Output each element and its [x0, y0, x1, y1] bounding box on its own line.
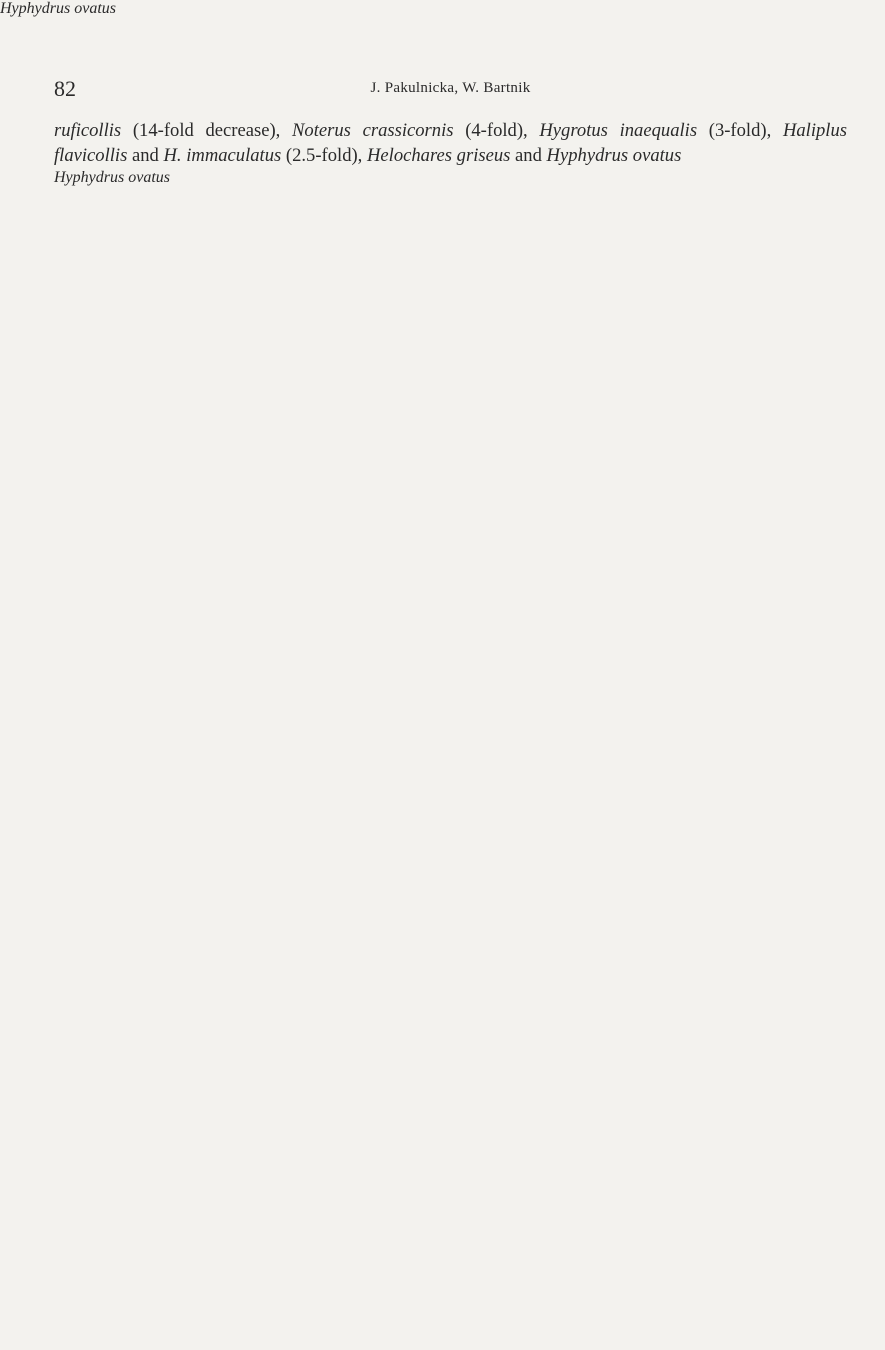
- running-head: J. Pakulnicka, W. Bartnik: [370, 80, 531, 96]
- paragraph-continuation: ruficollis (14-fold decrease), Noterus crassicornis (4-fold), Hygrotus inaequalis (3-fold), Haliplus flavicollis and H. immaculatus (2.5-fold), Helochares griseus and Hyphydrus ovatus: [54, 120, 847, 167]
- page-header: [54, 70, 847, 104]
- page: 82 J. Pakulnicka, W. Bartnik ruficollis (14-fold decrease), Noterus crassicornis (4-fold), Hygrotus inaequalis (3-fold), Haliplus flavicollis and H. immaculatus (2.5-fold), Helochares griseus and Hyphydrus ovatus Hyphydrus ovatus: [54, 70, 847, 187]
- page-number: 82: [54, 76, 76, 101]
